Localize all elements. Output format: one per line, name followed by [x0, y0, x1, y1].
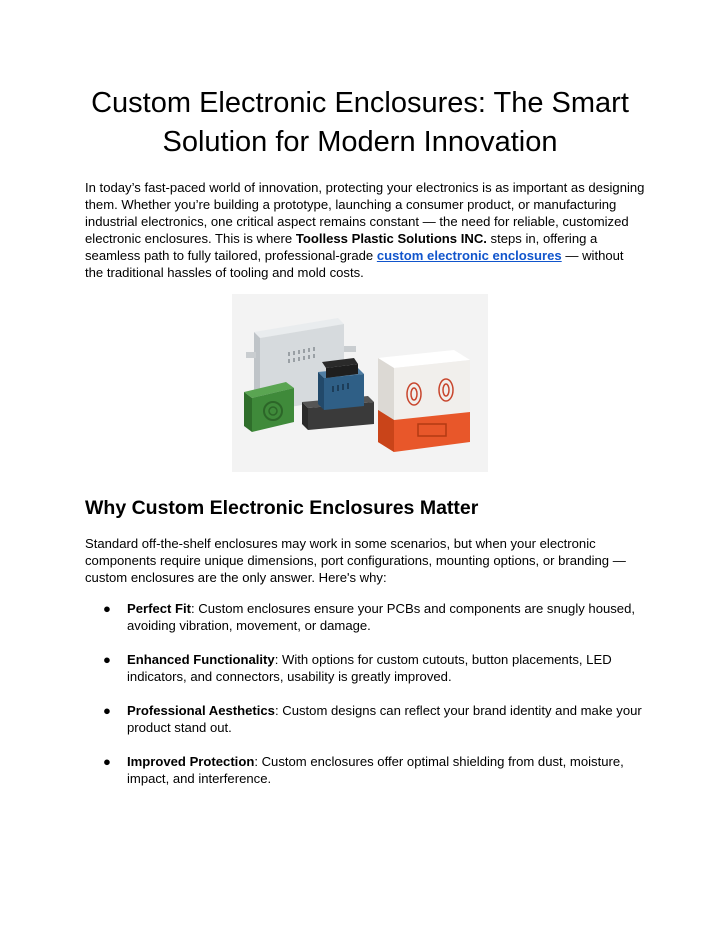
bullet-text: : Custom designs can reflect your brand identity and make your product stand out. — [127, 702, 642, 736]
list-item — [85, 651, 645, 685]
intro-text-end: — without the traditional hassles of tooling and mold costs. — [85, 248, 624, 281]
bullet-icon: ● — [103, 651, 111, 667]
bullet-icon: ● — [103, 753, 111, 769]
list-item — [85, 600, 645, 634]
bullet-icon: ● — [103, 702, 111, 718]
bullet-text: : Custom enclosures offer optimal shielding from dust, moisture, impact, and interference. — [127, 753, 624, 787]
intro-paragraph — [85, 179, 645, 282]
bullet-term: Perfect Fit — [127, 601, 192, 616]
section-paragraph: Standard off-the-shelf enclosures may work in some scenarios, but when your electronic components require unique dimensions, port configurations, mounting options, or branding — custom enclosures are the only answer. Here's why: — [85, 536, 626, 586]
enclosures-product-image — [232, 294, 488, 472]
blue-enclosure — [318, 358, 364, 410]
benefits-list — [85, 600, 645, 804]
bullet-text: : With options for custom cutouts, button placements, LED indicators, and connectors, usability is greatly improved. — [127, 651, 612, 685]
intro-text-start: In today’s fast-paced world of innovation, protecting your electronics is as important as designing them. Whether you’re building a prototype, launching a consumer product, or manufacturing industrial electronics, one critical aspect remains constant — the need for reliable, customized electronic enclosures. This is where — [85, 180, 645, 247]
section-heading: Why Custom Electronic Enclosures Matter — [85, 497, 479, 519]
intro-text-middle: steps in, offering a seamless path to fully tailored, professional-grade — [85, 231, 598, 264]
page-title: Custom Electronic Enclosures: The Smart Solution for Modern Innovation — [91, 87, 629, 158]
list-item — [85, 753, 645, 787]
bullet-icon: ● — [103, 601, 111, 616]
custom-enclosures-link[interactable]: custom electronic enclosures — [376, 248, 562, 264]
list-item — [85, 702, 645, 736]
white-orange-enclosure — [378, 350, 470, 452]
bullet-term: Professional Aesthetics — [127, 702, 275, 718]
company-name: Toolless Plastic Solutions INC. — [295, 231, 487, 247]
bullet-term: Enhanced Functionality — [127, 651, 275, 667]
bullet-text: : Custom enclosures ensure your PCBs and components are snugly housed, avoiding vibration, movement, or damage. — [127, 601, 636, 634]
bullet-term: Improved Protection — [127, 753, 255, 769]
